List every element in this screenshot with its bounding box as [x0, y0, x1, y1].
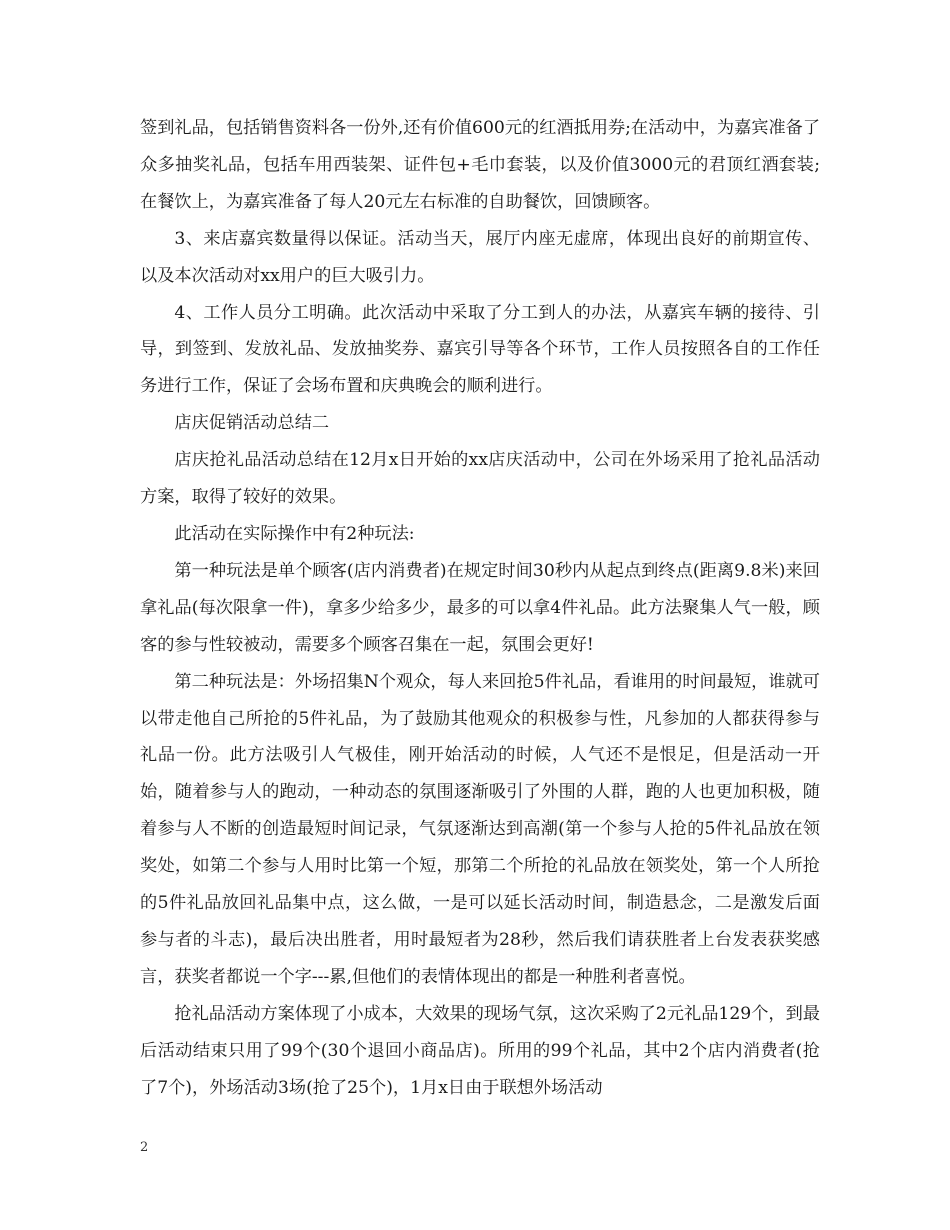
paragraph-gift-summary: 签到礼品，包括销售资料各一份外,还有价值600元的红酒抵用券;在活动中，为嘉宾准备了众多抽奖礼品，包括车用西装架、证件包+毛巾套装，以及价值3000元的君顶红酒套装;在餐饮上，为嘉宾准备了每人20元左右标准的自助餐饮，回馈顾客。: [140, 118, 821, 212]
document-body: [140, 110, 820, 1106]
paragraph-activity-intro: 店庆抢礼品活动总结在12月x日开始的xx店庆活动中，公司在外场采用了抢礼品活动方案，取得了较好的效果。: [140, 450, 820, 508]
paragraph-mode-two: 第二种玩法是：外场招集N个观众，每人来回抢5件礼品，看谁用的时间最短，谁就可以带走他自己所抢的5件礼品，为了鼓励其他观众的积极参与性，凡参加的人都获得参与礼品一份。此方法吸引人气极佳，刚开始活动的时候，人气还不是恨足，但是活动一开始，随着参与人的跑动，一种动态的氛围逐渐吸引了外围的人群，跑的人也更加积极，随着参与人不断的创造最短时间记录，气氛逐渐达到高潮(第一个参与人抢的5件礼品放在领奖处，如第二个参与人用时比第一个短，那第二个所抢的礼品放在领奖处，第一个人所抢的5件礼品放回礼品集中点，这么做，一是可以延长活动时间，制造悬念，二是激发后面参与者的斗志)，最后决出胜者，用时最短者为28秒，然后我们请获胜者上台发表获奖感言，获奖者都说一个字---累,但他们的表情体现出的都是一种胜利者喜悦。: [140, 671, 820, 987]
paragraph-play-modes: 此活动在实际操作中有2种玩法:: [174, 523, 415, 544]
page-number: 2: [140, 1140, 149, 1155]
section-heading: 店庆促销活动总结二: [174, 413, 330, 434]
paragraph-guest-count: 3、来店嘉宾数量得以保证。活动当天，展厅内座无虚席，体现出良好的前期宣传、以及本次活动对xx用户的巨大吸引力。: [140, 228, 820, 286]
paragraph-cost-summary: 抢礼品活动方案体现了小成本，大效果的现场气氛，这次采购了2元礼品129个，到最后活动结束只用了99个(30个退回小商品店)。所用的99个礼品，其中2个店内消费者(抢了7个)，外场活动3场(抢了25个)，1月x日由于联想外场活动: [140, 1003, 820, 1098]
paragraph-staff-division: 4、工作人员分工明确。此次活动中采取了分工到人的办法，从嘉宾车辆的接待、引导，到签到、发放礼品、发放抽奖券、嘉宾引导等各个环节，工作人员按照各自的工作任务进行工作，保证了会场布置和庆典晚会的顺利进行。: [140, 302, 820, 397]
paragraph-mode-one: 第一种玩法是单个顾客(店内消费者)在规定时间30秒内从起点到终点(距离9.8米)来回拿礼品(每次限拿一件)，拿多少给多少，最多的可以拿4件礼品。此方法聚集人气一般，顾客的参与性较被动，需要多个顾客召集在一起，氛围会更好!: [140, 560, 820, 655]
